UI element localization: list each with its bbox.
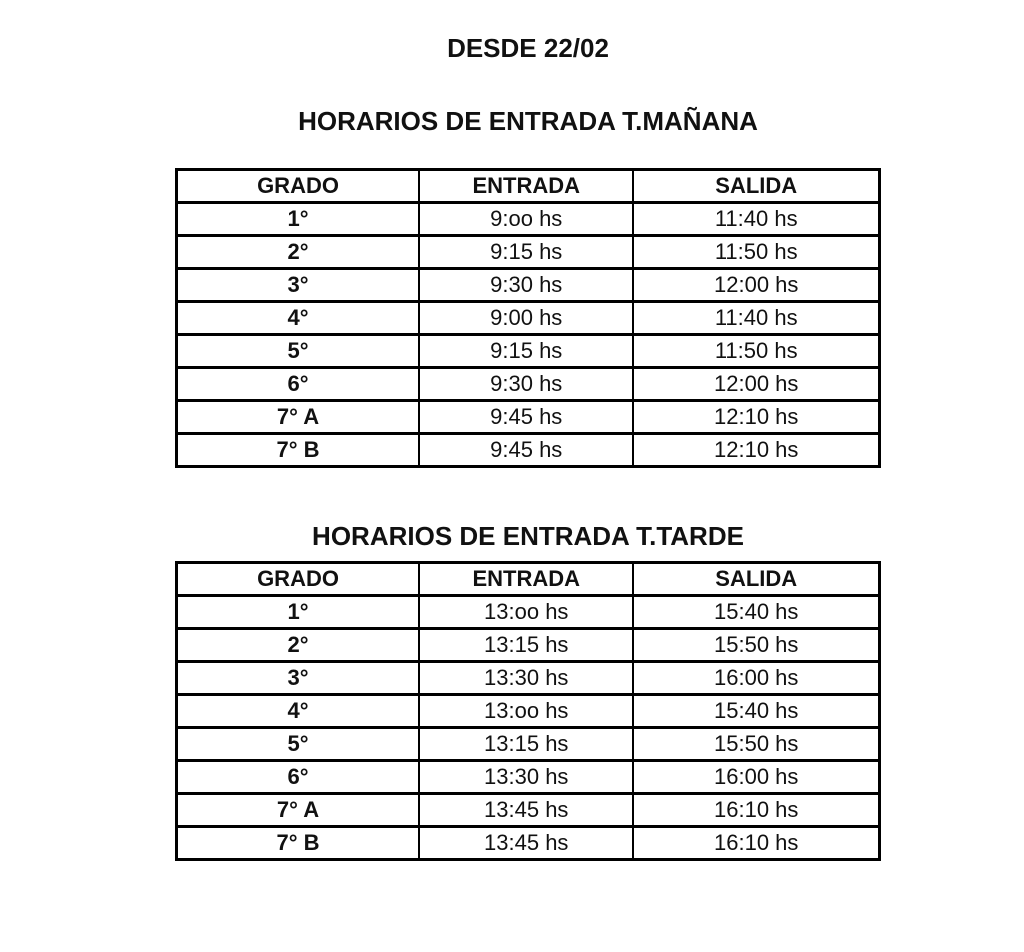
entrada-cell: 9:15 hs bbox=[419, 236, 633, 269]
table-row bbox=[177, 596, 880, 629]
entrada-cell: 9:45 hs bbox=[419, 401, 633, 434]
table-row bbox=[177, 728, 880, 761]
column-header-grado: GRADO bbox=[177, 563, 420, 596]
entrada-cell: 9:30 hs bbox=[419, 368, 633, 401]
grade-cell: 5° bbox=[177, 335, 420, 368]
table-header-row bbox=[177, 563, 880, 596]
document-content bbox=[175, 0, 881, 861]
grade-cell: 4° bbox=[177, 302, 420, 335]
table-row bbox=[177, 794, 880, 827]
entrada-cell: 9:45 hs bbox=[419, 434, 633, 467]
afternoon-table-title: HORARIOS DE ENTRADA T.TARDE bbox=[312, 521, 744, 551]
entrada-cell: 13:45 hs bbox=[419, 794, 633, 827]
morning-table-title: HORARIOS DE ENTRADA T.MAÑANA bbox=[298, 106, 758, 136]
column-header-salida: SALIDA bbox=[633, 170, 879, 203]
salida-cell: 11:40 hs bbox=[633, 302, 879, 335]
grade-cell: 7° B bbox=[177, 827, 420, 860]
salida-cell: 11:50 hs bbox=[633, 335, 879, 368]
table-row bbox=[177, 236, 880, 269]
column-header-salida: SALIDA bbox=[633, 563, 879, 596]
table-row bbox=[177, 629, 880, 662]
table-row bbox=[177, 761, 880, 794]
table-row bbox=[177, 335, 880, 368]
grade-cell: 5° bbox=[177, 728, 420, 761]
salida-cell: 15:50 hs bbox=[633, 728, 879, 761]
date-title: DESDE 22/02 bbox=[447, 33, 609, 63]
table-row bbox=[177, 203, 880, 236]
salida-cell: 16:10 hs bbox=[633, 827, 879, 860]
morning-schedule-table bbox=[175, 168, 881, 468]
entrada-cell: 9:15 hs bbox=[419, 335, 633, 368]
column-header-entrada: ENTRADA bbox=[419, 170, 633, 203]
entrada-cell: 9:00 hs bbox=[419, 302, 633, 335]
salida-cell: 15:40 hs bbox=[633, 695, 879, 728]
salida-cell: 15:40 hs bbox=[633, 596, 879, 629]
table-row bbox=[177, 401, 880, 434]
table-header-row bbox=[177, 170, 880, 203]
grade-cell: 6° bbox=[177, 368, 420, 401]
entrada-cell: 13:30 hs bbox=[419, 761, 633, 794]
entrada-cell: 13:30 hs bbox=[419, 662, 633, 695]
grade-cell: 3° bbox=[177, 269, 420, 302]
entrada-cell: 13:15 hs bbox=[419, 728, 633, 761]
salida-cell: 16:10 hs bbox=[633, 794, 879, 827]
entrada-cell: 13:15 hs bbox=[419, 629, 633, 662]
salida-cell: 11:40 hs bbox=[633, 203, 879, 236]
table-row bbox=[177, 269, 880, 302]
entrada-cell: 9:oo hs bbox=[419, 203, 633, 236]
afternoon-schedule-table bbox=[175, 561, 881, 861]
grade-cell: 2° bbox=[177, 629, 420, 662]
grade-cell: 1° bbox=[177, 596, 420, 629]
entrada-cell: 13:45 hs bbox=[419, 827, 633, 860]
table-row bbox=[177, 368, 880, 401]
salida-cell: 12:00 hs bbox=[633, 269, 879, 302]
grade-cell: 1° bbox=[177, 203, 420, 236]
salida-cell: 12:10 hs bbox=[633, 434, 879, 467]
grade-cell: 7° A bbox=[177, 794, 420, 827]
column-header-entrada: ENTRADA bbox=[419, 563, 633, 596]
table-row bbox=[177, 662, 880, 695]
salida-cell: 15:50 hs bbox=[633, 629, 879, 662]
grade-cell: 3° bbox=[177, 662, 420, 695]
table-row bbox=[177, 434, 880, 467]
salida-cell: 12:10 hs bbox=[633, 401, 879, 434]
grade-cell: 4° bbox=[177, 695, 420, 728]
entrada-cell: 9:30 hs bbox=[419, 269, 633, 302]
salida-cell: 11:50 hs bbox=[633, 236, 879, 269]
salida-cell: 12:00 hs bbox=[633, 368, 879, 401]
salida-cell: 16:00 hs bbox=[633, 662, 879, 695]
table-row bbox=[177, 695, 880, 728]
grade-cell: 2° bbox=[177, 236, 420, 269]
entrada-cell: 13:oo hs bbox=[419, 695, 633, 728]
grade-cell: 6° bbox=[177, 761, 420, 794]
salida-cell: 16:00 hs bbox=[633, 761, 879, 794]
grade-cell: 7° B bbox=[177, 434, 420, 467]
table-row bbox=[177, 827, 880, 860]
table-row bbox=[177, 302, 880, 335]
entrada-cell: 13:oo hs bbox=[419, 596, 633, 629]
grade-cell: 7° A bbox=[177, 401, 420, 434]
column-header-grado: GRADO bbox=[177, 170, 420, 203]
